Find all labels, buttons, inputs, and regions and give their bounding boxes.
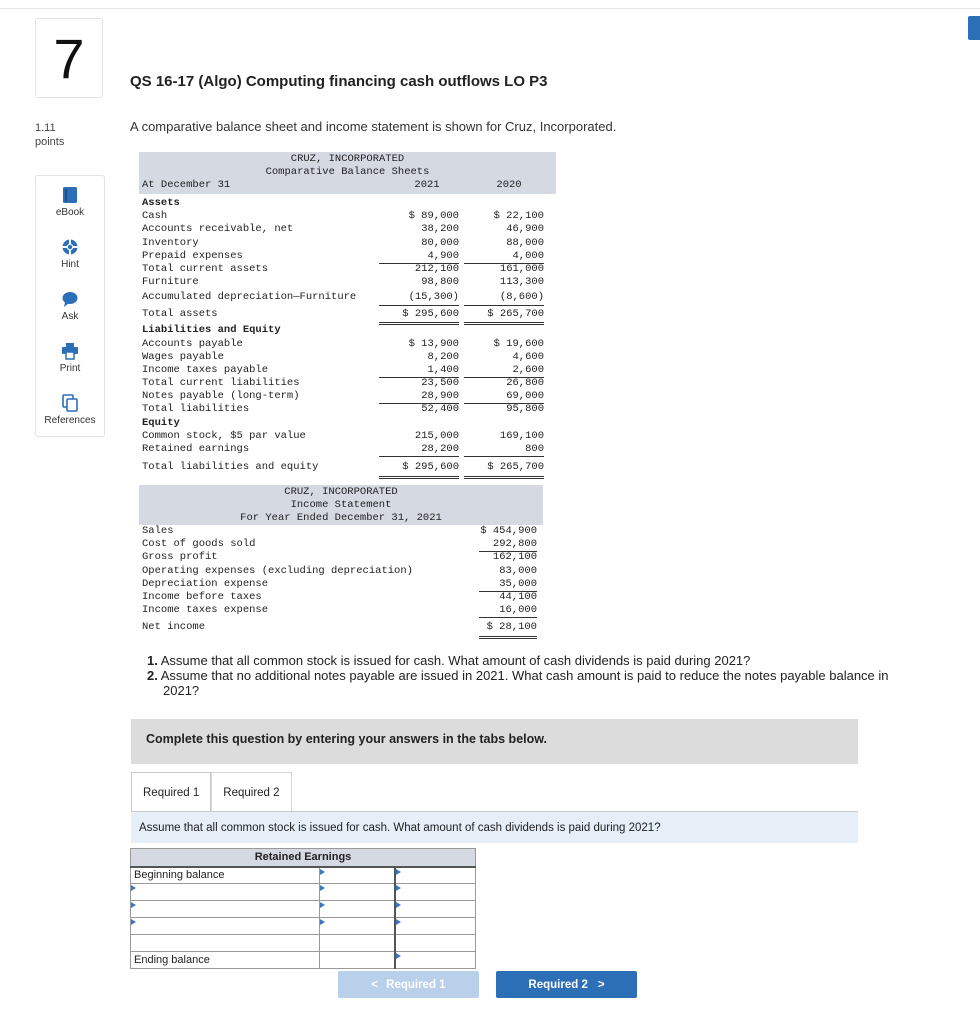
bs-label: Common stock, $5 par value (142, 429, 306, 442)
is-statement: Income Statement (290, 499, 392, 511)
is-value: 162,100 (492, 551, 537, 564)
bs-value-2020: 4,600 (512, 350, 544, 363)
bs-value-2021: 80,000 (421, 236, 459, 249)
bs-row (139, 417, 556, 430)
bs-label: Accounts receivable, net (142, 223, 294, 236)
bs-label: Assets (142, 197, 180, 209)
next-button-label: Required 2 (528, 978, 588, 991)
is-row (139, 604, 543, 618)
income-statement (139, 485, 543, 636)
tab-required-2[interactable]: Required 2 (211, 772, 291, 812)
bs-row (139, 403, 556, 416)
question-item-number: 2. (147, 668, 158, 683)
beginning-balance-input[interactable] (319, 867, 395, 884)
bs-label: Notes payable (long-term) (142, 390, 300, 403)
bs-row (139, 324, 556, 337)
ledger-spacer (319, 935, 395, 952)
ending-balance-cell (319, 952, 395, 969)
bs-row (139, 223, 556, 236)
is-row (139, 565, 543, 578)
ask-tool[interactable] (36, 280, 104, 332)
ledger-credit-amount-input[interactable] (395, 884, 475, 901)
bs-value-2020: $ 19,600 (493, 337, 544, 350)
is-row (139, 578, 543, 591)
next-required-button[interactable] (496, 971, 637, 998)
bs-value-2020: (8,600) (464, 289, 544, 306)
bs-value-2021: 1,400 (379, 364, 459, 378)
bs-value-2021: 215,000 (414, 429, 459, 442)
question-number: 7 (35, 18, 103, 98)
ending-balance-input[interactable] (395, 952, 475, 969)
bs-label: Inventory (142, 236, 199, 249)
bs-value-2020: 69,000 (464, 390, 544, 404)
ledger-debit-amount-input[interactable] (319, 884, 395, 901)
bs-year1: 2021 (414, 179, 440, 191)
bs-value-2020: 4,000 (464, 250, 544, 264)
bs-value-2021: 23,500 (421, 377, 459, 390)
ledger-debit-amount-input[interactable] (319, 918, 395, 935)
bs-value-2021: $ 89,000 (408, 210, 459, 223)
tool-label: Hint (61, 259, 79, 270)
bs-label: Total current assets (142, 262, 269, 275)
question-item (147, 668, 927, 698)
print-tool[interactable] (36, 332, 104, 384)
bs-value-2021: (15,300) (379, 289, 459, 306)
bs-label: Prepaid expenses (142, 249, 243, 262)
bs-value-2020: 2,600 (464, 364, 544, 378)
bs-row (139, 443, 556, 458)
ledger-spacer (395, 935, 475, 952)
is-value: $ 28,100 (479, 618, 537, 639)
question-item (147, 653, 927, 668)
ledger-spacer (131, 935, 320, 952)
ledger-ending-label: Ending balance (131, 952, 320, 969)
bs-row (139, 237, 556, 250)
ledger-credit-amount-input[interactable] (395, 918, 475, 935)
is-label: Gross profit (142, 551, 218, 564)
bs-label: Liabilities and Equity (142, 324, 281, 337)
is-value: 44,100 (499, 590, 537, 603)
bs-label: Total liabilities and equity (142, 461, 319, 473)
question-title: QS 16-17 (Algo) Computing financing cash outflows LO P3 (130, 73, 548, 90)
bs-value-2021: $ 295,600 (379, 458, 459, 479)
bs-row (139, 210, 556, 223)
is-label: Sales (142, 525, 174, 537)
bs-value-2020: 26,800 (506, 377, 544, 390)
bs-label: Furniture (142, 276, 199, 289)
is-value: $ 454,900 (480, 525, 537, 537)
bs-row (139, 430, 556, 443)
bs-label: Wages payable (142, 350, 224, 363)
bs-row (139, 458, 556, 476)
book-icon (61, 186, 79, 204)
chat-bubble-icon (61, 290, 79, 308)
printer-icon (61, 342, 79, 360)
bs-row (139, 276, 556, 289)
balance-sheet-header (139, 152, 556, 194)
prev-required-button[interactable] (338, 971, 479, 998)
bs-label: Total liabilities (142, 403, 250, 416)
is-value: 83,000 (499, 564, 537, 577)
is-row (139, 538, 543, 551)
answer-tabs (131, 772, 292, 812)
retained-earnings-ledger (130, 848, 476, 969)
tool-label: References (44, 415, 96, 426)
points-value: 1.11 (35, 122, 56, 134)
bs-value-2021: 4,900 (379, 250, 459, 264)
top-divider (0, 8, 980, 9)
is-value: 35,000 (479, 578, 537, 592)
ledger-credit-amount-input[interactable] (395, 901, 475, 918)
bs-value-2021: $ 13,900 (408, 337, 459, 350)
ebook-tool[interactable] (36, 176, 104, 228)
is-label: Net income (142, 621, 206, 634)
is-company: CRUZ, INCORPORATED (284, 486, 398, 498)
ledger-debit-label-input[interactable] (131, 918, 320, 935)
bs-row (139, 351, 556, 364)
question-intro: A comparative balance sheet and income statement is shown for Cruz, Incorporated. (130, 119, 617, 134)
points-info (35, 121, 64, 149)
bs-value-2020: 169,100 (499, 429, 544, 442)
bs-label: Equity (142, 416, 180, 429)
is-label: Depreciation expense (142, 577, 269, 590)
is-value: 16,000 (479, 604, 537, 618)
bs-row (139, 306, 556, 324)
points-label: points (35, 136, 65, 148)
active-prompt: Assume that all common stock is issued for cash. What amount of cash dividends is paid during 2021? (131, 812, 858, 843)
prev-button-label: Required 1 (386, 978, 446, 991)
bs-value-2021: 28,200 (379, 443, 459, 457)
is-row (139, 551, 543, 564)
instruction-banner: Complete this question by entering your answers in the tabs below. (131, 719, 858, 764)
bs-value-2020: $ 22,100 (493, 210, 544, 223)
is-label: Operating expenses (excluding depreciation) (142, 564, 413, 577)
ledger-debit-amount-input[interactable] (319, 901, 395, 918)
bs-value-2021: 212,100 (414, 262, 459, 275)
bs-row (139, 364, 556, 377)
income-statement-header (139, 485, 543, 525)
ledger-debit-label-input[interactable] (131, 884, 320, 901)
tool-label: eBook (55, 207, 85, 218)
bs-value-2020: 161,000 (499, 262, 544, 275)
is-label: Income taxes expense (142, 604, 269, 617)
chevron-left-icon: < (371, 978, 379, 991)
beginning-credit-input[interactable] (395, 867, 475, 884)
question-item-number: 1. (147, 653, 158, 668)
tool-label: Print (59, 363, 81, 374)
bs-statement: Comparative Balance Sheets (265, 166, 430, 178)
bs-row (139, 289, 556, 306)
tool-label: Ask (61, 311, 79, 322)
is-period: For Year Ended December 31, 2021 (240, 512, 442, 524)
bs-label: Total current liabilities (142, 377, 300, 390)
bs-value-2021: 52,400 (421, 403, 459, 416)
bs-row (139, 390, 556, 403)
bs-value-2020: 800 (464, 443, 544, 457)
documents-icon (61, 394, 79, 412)
question-item-text: Assume that no additional notes payable are issued in 2021. What cash amount is paid to reduce the notes payable balance in 2021? (160, 668, 889, 698)
is-label: Cost of goods sold (142, 538, 256, 551)
hint-tool[interactable] (36, 228, 104, 280)
side-panel-toggle[interactable] (968, 16, 980, 40)
bs-value-2020: $ 265,700 (464, 306, 544, 325)
ledger-title: Retained Earnings (131, 849, 476, 867)
balance-sheet (139, 152, 556, 476)
is-label: Income before taxes (142, 590, 262, 603)
references-tool[interactable] (36, 384, 104, 436)
bs-row (139, 338, 556, 351)
bs-company: CRUZ, INCORPORATED (290, 153, 405, 165)
is-value: 292,800 (479, 538, 537, 552)
bs-value-2020: $ 265,700 (464, 458, 544, 479)
tools-panel (35, 175, 105, 437)
ledger-beginning-label: Beginning balance (131, 867, 320, 884)
bs-value-2020: 95,800 (506, 403, 544, 416)
chevron-right-icon: > (597, 978, 605, 991)
bs-value-2021: 28,900 (379, 390, 459, 404)
is-row (139, 525, 543, 538)
is-row (139, 618, 543, 636)
bs-row (139, 377, 556, 390)
is-row (139, 591, 543, 604)
bs-label: Income taxes payable (142, 363, 269, 376)
bs-label: Accumulated depreciation—Furniture (142, 291, 357, 304)
bs-label: Cash (142, 210, 168, 223)
bs-value-2020: 88,000 (506, 236, 544, 249)
question-item-text: Assume that all common stock is issued for cash. What amount of cash dividends is paid during 2021? (160, 653, 751, 668)
bs-value-2021: 8,200 (427, 350, 459, 363)
bs-value-2020: 46,900 (506, 223, 544, 236)
lifebuoy-icon (61, 238, 79, 256)
bs-value-2021: 98,800 (421, 276, 459, 289)
question-list (147, 653, 927, 698)
bs-row (139, 263, 556, 276)
bs-year2: 2020 (496, 179, 522, 191)
bs-date-label: At December 31 (142, 179, 231, 191)
bs-value-2020: 113,300 (499, 276, 544, 289)
bs-row (139, 197, 556, 210)
tab-required-1[interactable]: Required 1 (131, 772, 211, 812)
bs-value-2021: $ 295,600 (379, 306, 459, 325)
bs-value-2021: 38,200 (421, 223, 459, 236)
ledger-debit-label-input[interactable] (131, 901, 320, 918)
bs-label: Retained earnings (142, 443, 250, 455)
bs-label: Total assets (142, 308, 218, 321)
bs-rows (139, 197, 556, 476)
bs-label: Accounts payable (142, 337, 243, 350)
bs-row (139, 250, 556, 263)
